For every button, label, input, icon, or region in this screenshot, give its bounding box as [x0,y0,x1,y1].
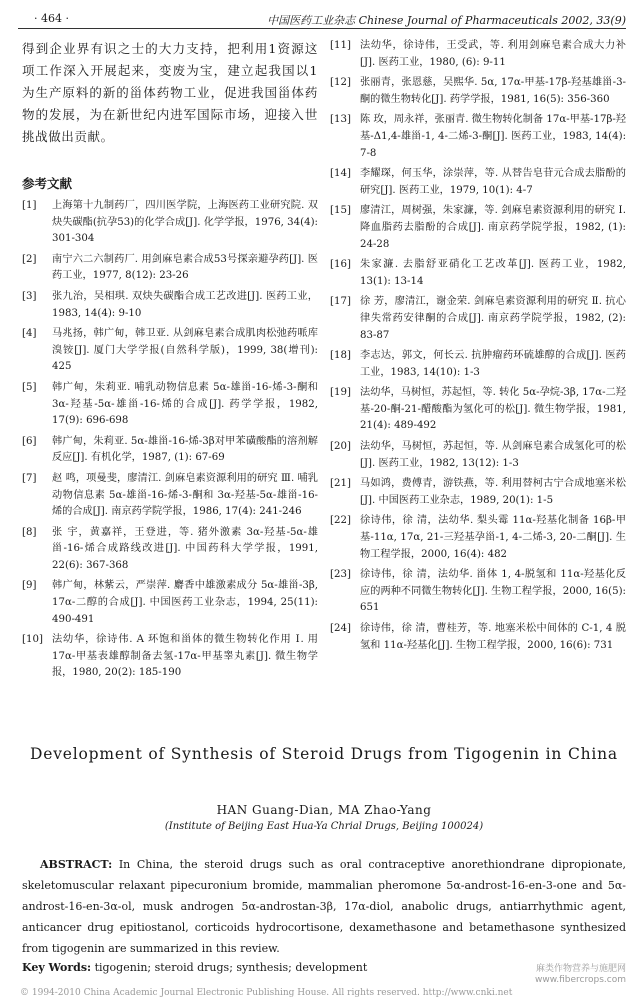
reference-text: 徐诗伟，徐 清，法幼华. 甾体 1, 4-脱氢和 11α-羟基化反应的两种不同微生物转化[J]. 生物工程学报，2000, 16(5): 651 [360,569,626,614]
reference-item [330,348,626,381]
page-header [18,6,626,28]
reference-text: 法幼华，徐诗伟，王受武，等. 利用剑麻皂素合成大力补[J]. 医药工业，1980, (6): 9-11 [360,40,626,68]
reference-item [330,476,626,509]
reference-item [330,621,626,654]
reference-number: [20] [330,441,351,453]
reference-item [330,203,626,253]
reference-item [330,385,626,435]
right-column [330,38,626,658]
reference-text: 赵 鸣，项曼斐，廖清江. 剑麻皂素资源利用的研究 Ⅲ. 哺乳动物信息素 5α-雄甾-16-烯-3-酮和 3α-羟基-5α-雄甾-16-烯的合成[J]. 南京药学院学报，1986, 17(4): 241-246 [52,472,318,518]
reference-item [22,289,318,322]
reference-number: [14] [330,168,351,180]
reference-item [22,252,318,285]
abstract [22,854,626,959]
reference-item [22,434,318,467]
reference-number: [4] [22,328,37,340]
reference-text: 韩广甸，林紫云，严崇萍. 麝香中雄激素成分 5α-雄甾-3β, 17α-二醇的合成[J]. 中国医药工业杂志，1994, 25(11): 490-491 [52,580,318,625]
journal-name: 中国医药工业杂志 Chinese Journal of Pharmaceuticals 2002, 33(9) [267,14,626,27]
references-list-left [22,198,318,682]
reference-text: 张 宇，黄嘉祥，王登进，等. 猪外激素 3α-羟基-5α-雄甾-16-烯合成路线改进[J]. 中国药科大学学报，1991, 22(6): 367-368 [52,526,318,571]
reference-text: 法幼华，马树恒，苏起恒，等. 从剑麻皂素合成氢化可的松[J]. 医药工业，1982, 13(12): 1-3 [360,441,626,469]
copyright-footer: © 1994-2010 China Academic Journal Electronic Publishing House. All rights reserved. http://www.cnki.net [20,988,513,998]
reference-number: [10] [22,634,43,646]
left-column [22,38,318,686]
keywords-label: Key Words: [22,961,92,974]
reference-number: [3] [22,290,37,302]
reference-text: 韩广甸，朱莉亚. 5α-雄甾-16-烯-3β对甲苯磺酸酯的溶剂解反应[J]. 有机化学，1987, (1): 67-69 [52,435,318,464]
site-watermark [535,964,626,986]
reference-item [330,513,626,563]
reference-number: [19] [330,387,351,399]
abstract-label: ABSTRACT: [40,858,113,871]
english-title: Development of Synthesis of Steroid Drugs from Tigogenin in China [30,745,618,763]
reference-number: [24] [330,623,351,634]
reference-text: 陈 玫，周永祥，张丽青. 微生物转化制备 17α-甲基-17β-羟基-Δ1,4-雄甾-1, 4-二烯-3-酮[J]. 医药工业，1983, 14(4): 7-8 [360,114,626,159]
reference-item [330,38,626,71]
reference-number: [13] [330,114,351,126]
reference-number: [6] [22,435,37,447]
reference-text: 南宁六二六制药厂. 用剑麻皂素合成53号探亲避孕药[J]. 医药工业，1977, 8(12): 23-26 [52,253,318,282]
reference-number: [2] [22,253,37,265]
page-number: · 464 · [34,12,69,25]
reference-text: 徐诗伟，徐 清，曹桂芳，等. 地塞米松中间体的 C-1, 4 脱氢和 11α-羟基化[J]. 生物工程学报，2000, 16(6): 731 [360,623,626,651]
reference-number: [5] [22,381,37,393]
references-list-right [330,38,626,654]
reference-number: [8] [22,526,37,538]
reference-number: [22] [330,515,351,527]
authors: HAN Guang-Dian, MA Zhao-Yang [216,803,432,817]
reference-text: 李耀琛，何玉华，涂崇萍，等. 从替告皂苷元合成去脂酚的研究[J]. 医药工业，1979, 10(1): 4-7 [360,168,626,196]
reference-item [22,525,318,575]
reference-item [22,471,318,521]
reference-item [330,257,626,290]
reference-item [22,632,318,682]
watermark-line: www.fibercrops.com [535,975,626,985]
body-paragraph: 得到企业界有识之士的大力支持，把利用1资源这项工作深入开展起来，变废为宝，建立起我国以1为生产原料的新的甾体药物工业，促进我国甾体药物的发展，为在新世纪内进军国际市场，迎接入世挑战做出贡献。 [22,41,318,144]
reference-item [22,578,318,628]
reference-text: 马如鸿，费傅青，游铁燕，等. 利用替柯古宁合成地塞米松[J]. 中国医药工业杂志，1989, 20(1): 1-5 [360,478,626,506]
reference-number: [16] [330,259,351,271]
reference-text: 徐 芳，廖清江，谢金荣. 剑麻皂素资源利用的研究 Ⅱ. 抗心律失常药安律酮的合成[J]. 南京药学院学报，1982, (2): 83-87 [360,296,626,341]
reference-item [330,567,626,617]
english-abstract-section [22,745,626,974]
reference-number: [9] [22,580,37,592]
reference-text: 张丽青，张恩慈，吴熙华. 5α, 17α-甲基-17β-羟基雄甾-3-酮的微生物转化[J]. 药学学报，1981, 16(5): 356-360 [360,77,626,105]
reference-number: [17] [330,296,351,308]
reference-number: [15] [330,205,351,217]
reference-number: [7] [22,472,37,484]
reference-item [330,294,626,344]
reference-number: [23] [330,569,351,581]
reference-item [22,326,318,376]
reference-number: [11] [330,40,351,51]
reference-item [330,439,626,472]
reference-number: [1] [22,200,37,211]
reference-number: [12] [330,77,351,89]
reference-text: 法幼华，徐诗伟. A 环饱和甾体的微生物转化作用 Ⅰ. 用 17α-甲基表雄醇制备去氢-17α-甲基睾丸素[J]. 微生物学报，1980, 20(2): 185-190 [52,634,318,679]
header-rule [18,28,626,29]
reference-item [22,380,318,430]
watermark-line: 麻类作物营养与施肥网 [535,964,626,974]
reference-text: 张九治，吴相琪. 双炔失碳酯合成工艺改进[J]. 医药工业，1983, 14(4): 9-10 [52,290,318,319]
reference-item [330,75,626,108]
reference-number: [21] [330,478,351,490]
reference-item [22,198,318,248]
reference-text: 李志达，郭文，何长云. 抗肿瘤药环硫雄醇的合成[J]. 医药工业，1983, 14(10): 1-3 [360,350,626,378]
reference-text: 徐诗伟，徐 清，法幼华. 梨头霉 11α-羟基化制备 16β-甲基-11α, 17α, 21-三羟基孕甾-1, 4-二烯-3, 20-二酮[J]. 生物工程学报，2000, 16(4): 482 [360,515,626,560]
reference-item [330,166,626,199]
affiliation: (Institute of Beijing East Hua-Ya Chrial Drugs, Beijing 100024) [164,821,484,832]
abstract-text: In China, the steroid drugs such as oral contraceptive anorethiondrane dipropionate, skeletomuscular relaxant pipecuronium bromide, mammalian pheromone 5α-androst-16-en-3-one and 5α-androst-16-en-3α-ol, musk androgen 5α-androstan-3β, 17α-diol, anabolic drugs, antiarrhythmic agent, anticancer drug epitiostanol, corticoids hydrocortisone, dexamethasone and betamethasone synthesized from tigogenin are summarized in this review. [22,858,626,955]
reference-number: [18] [330,350,351,362]
reference-text: 马兆扬，韩广甸，韩卫亚. 从剑麻皂素合成肌肉松弛药哌库溴铵[J]. 厦门大学学报(自然科学版)，1999, 38(增刊): 425 [52,328,318,373]
reference-text: 韩广甸，朱莉亚. 哺乳动物信息素 5α-雄甾-16-烯-3-酮和 3α-羟基-5α-雄甾-16-烯的合成[J]. 药学学报，1982, 17(9): 696-698 [52,381,318,427]
keywords-text: tigogenin; steroid drugs; synthesis; development [91,961,368,974]
references-heading: 参考文献 [22,176,73,191]
reference-text: 法幼华，马树恒，苏起恒，等. 转化 5α-孕烷-3β, 17α-二羟基-20-酮-21-醋酸酯为氢化可的松[J]. 微生物学报，1981, 21(4): 489-492 [360,387,626,432]
reference-text: 廖清江，周树强，朱家濂，等. 剑麻皂素资源利用的研究 Ⅰ. 降血脂药去脂酚的合成[J]. 南京药学院学报，1982, (1): 24-28 [360,205,626,250]
reference-item [330,112,626,162]
reference-text: 朱家濂. 去脂舒亚硝化工艺改革[J]. 医药工业，1982, 13(1): 13-14 [360,259,626,287]
reference-text: 上海第十九制药厂，四川医学院，上海医药工业研究院. 双炔失碳酯(抗孕53)的化学合成[J]. 化学学报，1976, 34(4): 301-304 [52,200,318,245]
